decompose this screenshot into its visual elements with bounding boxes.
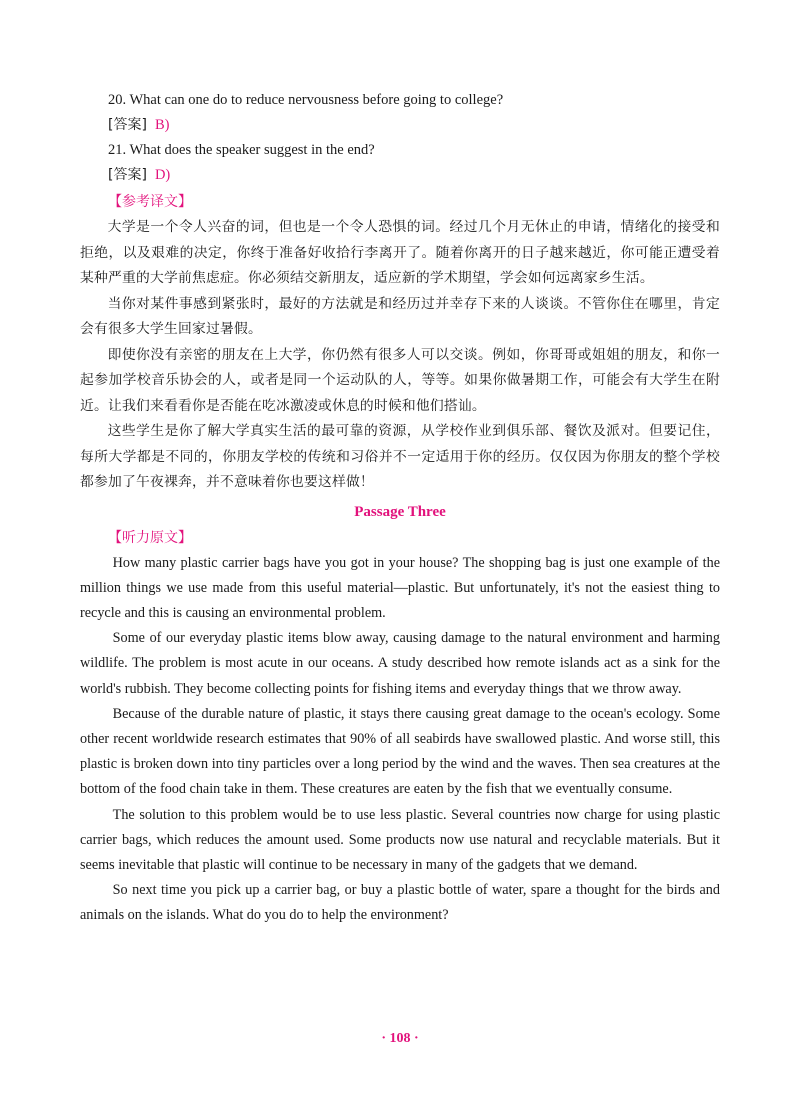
question-21: 21. What does the speaker suggest in the end? — [108, 142, 375, 158]
script-paragraph: So next time you pick up a carrier bag, or buy a plastic bottle of water, spare a thought for the birds and animals on the islands. What do you do to help the environment? — [80, 882, 720, 924]
script-tag: 【听力原文】 — [108, 529, 192, 546]
answer-value: D) — [154, 167, 171, 183]
translation-paragraph: 即使你没有亲密的朋友在上大学，你仍然有很多人可以交谈。例如，你哥哥或姐姐的朋友，和你一起参加学校音乐协会的人，或者是同一个运动队的人，等等。如果你做暑期工作，可能会有大学生在附近。让我们来看看你是否能在吃冰激凌或休息的时候和他们搭讪。 — [80, 346, 720, 414]
answer-label: [答案] — [108, 117, 147, 133]
answer-label: [答案] — [108, 167, 147, 183]
page-number: · 108 · — [381, 1031, 419, 1046]
answer-21 — [80, 163, 720, 188]
translation-paragraph: 大学是一个令人兴奋的词，但也是一个令人恐惧的词。经过几个月无休止的申请，情绪化的接受和拒绝，以及艰难的决定，你终于准备好收拾行李离开了。随着你离开的日子越来越近，你可能正遭受着某种严重的大学前焦虑症。你必须结交新朋友，适应新的学术期望，学会如何远离家乡生活。 — [80, 219, 720, 286]
translation-paragraph: 当你对某件事感到紧张时，最好的方法就是和经历过并幸存下来的人谈谈。不管你住在哪里，肯定会有很多大学生回家过暑假。 — [80, 295, 720, 337]
script-paragraph: How many plastic carrier bags have you got in your house? The shopping bag is just one example of the million things we use made from this useful material—plastic. But unfortunately, it's not the easiest thing to recycle and this is causing an environmental problem. — [80, 554, 720, 621]
answer-value: B) — [154, 117, 170, 133]
page-content — [80, 88, 720, 929]
question-20: 20. What can one do to reduce nervousness before going to college? — [108, 92, 504, 108]
script-paragraph: Because of the durable nature of plastic, it stays there causing great damage to the ocean's ecology. Some other recent worldwide research estimates that 90% of all seabirds have swallowed plastic. And worse still, this plastic is broken down into tiny particles over a long period by the wind and the waves. Then sea creatures at the bottom of the food chain take in them. These creatures are eaten by the fish that we eventually consume. — [80, 705, 720, 798]
translation-tag: 【参考译文】 — [108, 194, 192, 210]
passage-title: Passage Three — [354, 503, 446, 520]
script-paragraph: The solution to this problem would be to use less plastic. Several countries now charge for using plastic carrier bags, which reduces the amount used. Some products now use natural and recyclable materials. But it seems inevitable that plastic will continue to be necessary in many of the gadgets that we demand. — [80, 806, 720, 873]
script-paragraph: Some of our everyday plastic items blow away, causing damage to the natural environment and harming wildlife. The problem is most acute in our oceans. A study described how remote islands act as a sink for the world's rubbish. They become collecting points for fishing items and everyday things that we throw away. — [80, 630, 720, 697]
answer-20 — [80, 113, 720, 138]
translation-paragraph: 这些学生是你了解大学真实生活的最可靠的资源，从学校作业到俱乐部、餐饮及派对。但要记住，每所大学都是不同的，你朋友学校的传统和习俗并不一定适用于你的经历。仅仅因为你朋友的整个学校都参加了午夜裸奔，并不意味着你也要这样做！ — [80, 423, 720, 490]
